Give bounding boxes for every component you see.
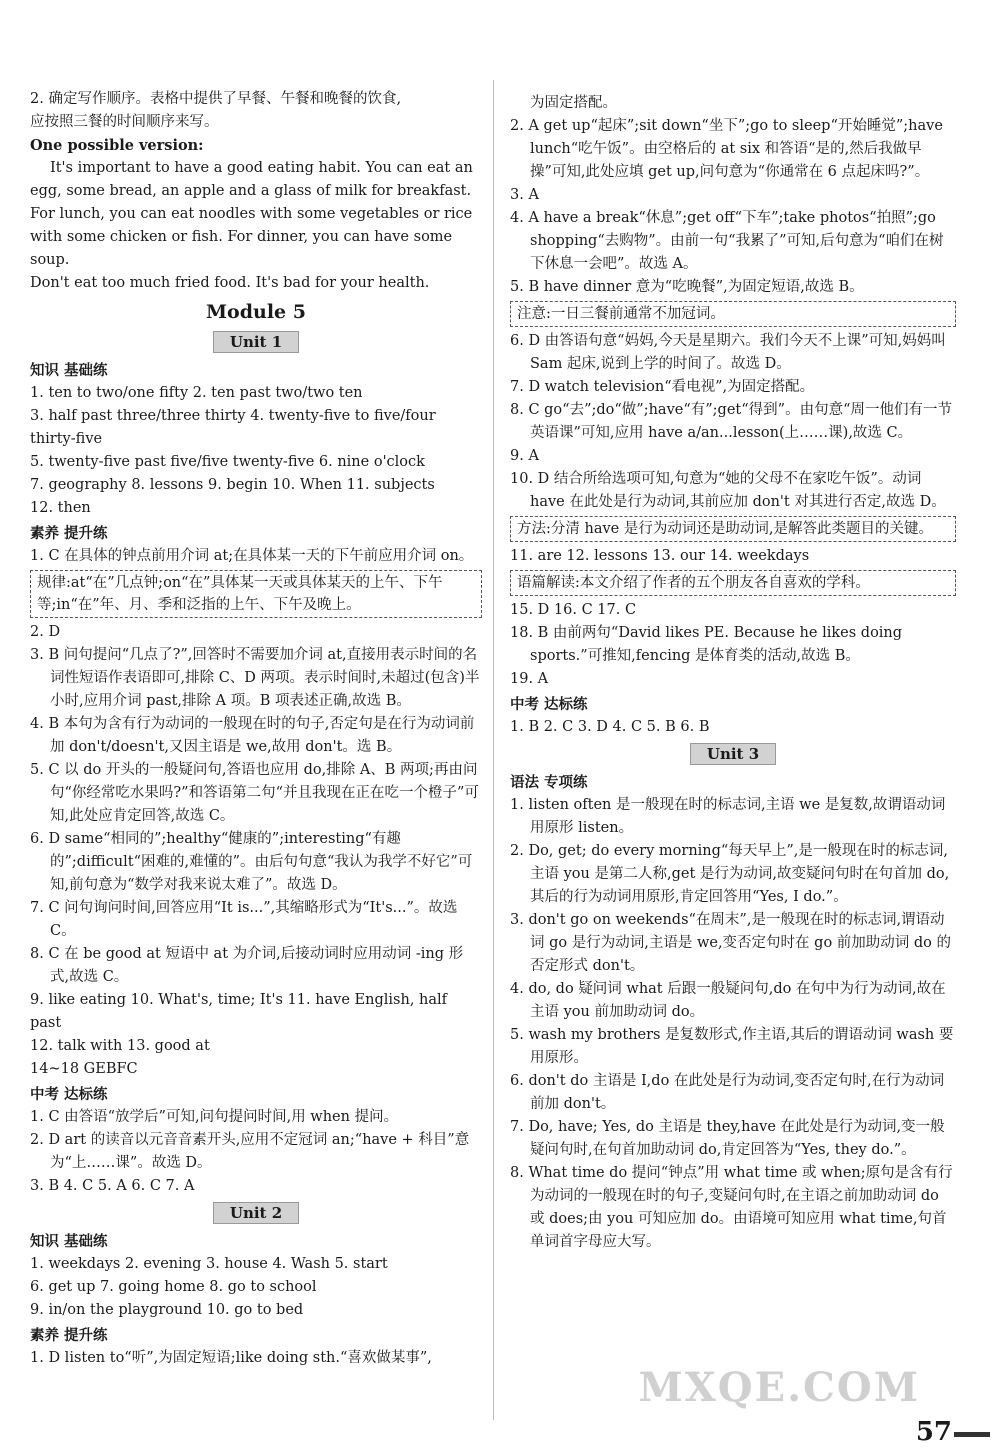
answer-line: 7. geography 8. lessons 9. begin 10. When 11. subjects bbox=[30, 477, 435, 493]
answer-item: 6. don't do 主语是 I,do 在此处是行为动词,变否定句时,在行为动词前加 don't。 bbox=[510, 1073, 945, 1112]
essay-line-4: with some chicken or fish. For dinner, you can have some soup. bbox=[30, 229, 453, 268]
passage-box: 语篇解读:本文介绍了作者的五个朋友各自喜欢的学科。 bbox=[510, 570, 956, 596]
answer-item: 11. are 12. lessons 13. our 14. weekdays bbox=[510, 548, 810, 564]
answer-item: 2. Do, get; do every morning“每天早上”,是一般现在时的标志词,主语 you 是第二人称,get 是行为动词,故变疑问句时在句首加 do,其后的行为动词用原形,肯定回答用“Yes, I do.”。 bbox=[510, 843, 950, 905]
answer-line: 3. half past three/three thirty 4. twenty-five to five/four thirty-five bbox=[30, 408, 436, 447]
answer-item: 9. like eating 10. What's, time; It's 11. have English, half past bbox=[30, 992, 448, 1031]
answer-item: 3. B 问句提问“几点了?”,回答时不需要加介词 at,直接用表示时间的名词性短语作表语即可,排除 C、D 两项。表示时间时,未超过(包含)半小时,应用介词 past,排除 A 项。B 项表述正确,故选 B。 bbox=[30, 647, 480, 709]
intro-line-2: 应按照三餐的时间顺序来写。 bbox=[30, 114, 219, 130]
answer-item: 4. B 本句为含有行为动词的一般现在时的句子,否定句是在行为动词前加 don't/doesn't,又因主语是 we,故用 don't。选 B。 bbox=[30, 716, 475, 755]
answer-item: 3. don't go on weekends“在周末”,是一般现在时的标志词,谓语动词 go 是行为动词,主语是 we,变否定句时在 go 前加助动词 do 的否定形式 don't。 bbox=[510, 912, 952, 974]
unit2-badge: Unit 2 bbox=[213, 1202, 299, 1224]
answer-item: 4. A have a break“休息”;get off“下车”;take photos“拍照”;go shopping“去购物”。由前一句“我累了”可知,后句意为“咱们在树下休息一会吧”。故选 A。 bbox=[510, 210, 944, 272]
section-jichu: 知识 基础练 bbox=[30, 362, 108, 379]
section-jichu-2: 知识 基础练 bbox=[30, 1233, 108, 1250]
answer-item: 19. A bbox=[510, 671, 549, 687]
answer-item: 8. What time do 提问“钟点”用 what time 或 when;原句是含有行为动词的一般现在时的句子,变疑问句时,在主语之前加助动词 do 或 does;由 you 可知应加 do。由语境可知应用 what time,句首单词首字母应大写。 bbox=[510, 1165, 953, 1250]
rule-box: 规律:at“在”几点钟;on“在”具体某一天或具体某天的上午、下午等;in“在”年、月、季和泛指的上午、下午及晚上。 bbox=[30, 570, 482, 618]
section-tisheng-2: 素养 提升练 bbox=[30, 1327, 108, 1344]
left-column bbox=[30, 88, 482, 1370]
section-zhongkao-2: 中考 达标练 bbox=[510, 696, 588, 713]
module-title: Module 5 bbox=[206, 301, 306, 323]
answer-item: 6. D same“相同的”;healthy“健康的”;interesting“有趣的”;difficult“困难的,难懂的”。由后句句意“我认为我学不好它”可知,前句意为“数学对我来说太难了”。故选 D。 bbox=[30, 831, 473, 893]
answer-item: 1. B 2. C 3. D 4. C 5. B 6. B bbox=[510, 719, 710, 735]
essay-line-2: egg, some bread, an apple and a glass of milk for breakfast. bbox=[30, 183, 472, 199]
answer-item: 7. D watch television“看电视”,为固定搭配。 bbox=[510, 379, 815, 395]
answer-line: 5. twenty-five past five/five twenty-five 6. nine o'clock bbox=[30, 454, 425, 470]
page-number: 57 bbox=[915, 1417, 952, 1447]
one-possible-version: One possible version: bbox=[30, 137, 204, 154]
answer-line: 12. then bbox=[30, 500, 91, 516]
essay-line-1: It's important to have a good eating habit. You can eat an bbox=[50, 160, 473, 176]
answer-item: 3. A bbox=[510, 187, 539, 203]
answer-item: 14~18 GEBFC bbox=[30, 1061, 138, 1077]
note-box: 注意:一日三餐前通常不加冠词。 bbox=[510, 301, 956, 327]
answer-item: 10. D 结合所给选项可知,句意为“她的父母不在家吃午饭”。动词 have 在此处是行为动词,其前应加 don't 对其进行否定,故选 D。 bbox=[510, 471, 946, 510]
essay-line-5: Don't eat too much fried food. It's bad for your health. bbox=[30, 275, 430, 291]
answer-item: 4. do, do 疑问词 what 后跟一般疑问句,do 在句中为行为动词,故在主语 you 前加助动词 do。 bbox=[510, 981, 946, 1020]
unit1-badge: Unit 1 bbox=[213, 331, 299, 353]
answer-line: 9. in/on the playground 10. go to bed bbox=[30, 1302, 304, 1318]
answer-item: 2. D bbox=[30, 624, 61, 640]
answer-item: 3. B 4. C 5. A 6. C 7. A bbox=[30, 1178, 195, 1194]
answer-line: 6. get up 7. going home 8. go to school bbox=[30, 1279, 317, 1295]
answer-item: 1. D listen to“听”,为固定短语;like doing sth.“喜欢做某事”, bbox=[30, 1350, 432, 1366]
essay-line-3: For lunch, you can eat noodles with some vegetables or rice bbox=[30, 206, 473, 222]
answer-item: 8. C 在 be good at 短语中 at 为介词,后接动词时应用动词 -ing 形式,故选 C。 bbox=[30, 946, 464, 985]
answer-item: 5. wash my brothers 是复数形式,作主语,其后的谓语动词 wash 要用原形。 bbox=[510, 1027, 954, 1066]
answer-item: 7. Do, have; Yes, do 主语是 they,have 在此处是行为动词,变一般疑问句时,在句首加助动词 do,肯定回答为“Yes, they do.”。 bbox=[510, 1119, 945, 1158]
section-zhongkao: 中考 达标练 bbox=[30, 1086, 108, 1103]
answer-item: 2. D art 的读音以元音音素开头,应用不定冠词 an;“have + 科目”意为“上……课”。故选 D。 bbox=[30, 1132, 470, 1171]
answer-item: 5. B have dinner 意为“吃晚餐”,为固定短语,故选 B。 bbox=[510, 279, 864, 295]
answer-item: 6. D 由答语句意“妈妈,今天是星期六。我们今天不上课”可知,妈妈叫 Sam 起床,说到上学的时间了。故选 D。 bbox=[510, 333, 946, 372]
answer-item: 5. C 以 do 开头的一般疑问句,答语也应用 do,排除 A、B 两项;再由问句“你经常吃水果吗?”和答语第二句“并且我现在正在吃一个橙子”可知,此处应肯定回答,故选 C。 bbox=[30, 762, 479, 824]
answer-item: 7. C 问句询问时间,回答应用“It is...”,其缩略形式为“It's...”。故选 C。 bbox=[30, 900, 458, 939]
answer-line: 1. weekdays 2. evening 3. house 4. Wash 5. start bbox=[30, 1256, 388, 1272]
answer-item: 18. B 由前两句“David likes PE. Because he likes doing sports.”可推知,fencing 是体育类的活动,故选 B。 bbox=[510, 625, 903, 664]
answer-item: 12. talk with 13. good at bbox=[30, 1038, 210, 1054]
answer-line: 1. ten to two/one fifty 2. ten past two/two ten bbox=[30, 385, 363, 401]
answer-item: 2. A get up“起床”;sit down“坐下”;go to sleep“开始睡觉”;have lunch“吃午饭”。由空格后的 at six 和答语“是的,然后我做早操”可知,此处应填 get up,问句意为“你通常在 6 点起床吗?”。 bbox=[510, 118, 943, 180]
answer-item: 1. C 在具体的钟点前用介词 at;在具体某一天的下午前应用介词 on。 bbox=[30, 548, 474, 564]
page-number-bar bbox=[954, 1432, 990, 1437]
right-column bbox=[510, 92, 956, 1254]
intro-line-1: 2. 确定写作顺序。表格中提供了早餐、午餐和晚餐的饮食, bbox=[30, 91, 402, 107]
section-tisheng: 素养 提升练 bbox=[30, 525, 108, 542]
column-divider bbox=[493, 80, 494, 1420]
section-yufa: 语法 专项练 bbox=[510, 774, 588, 791]
answer-item: 9. A bbox=[510, 448, 539, 464]
answer-item: 为固定搭配。 bbox=[530, 95, 617, 111]
answer-item: 1. listen often 是一般现在时的标志词,主语 we 是复数,故谓语动词用原形 listen。 bbox=[510, 797, 946, 836]
watermark: MXQE.COM bbox=[638, 1364, 920, 1411]
answer-item: 1. C 由答语“放学后”可知,问句提问时间,用 when 提问。 bbox=[30, 1109, 399, 1125]
unit3-badge: Unit 3 bbox=[690, 743, 776, 765]
answer-item: 15. D 16. C 17. C bbox=[510, 602, 637, 618]
answer-item: 8. C go“去”;do“做”;have“有”;get“得到”。由句意“周一他们有一节英语课”可知,应用 have a/an...lesson(上……课),故选 C。 bbox=[510, 402, 952, 441]
method-box: 方法:分清 have 是行为动词还是助动词,是解答此类题目的关键。 bbox=[510, 516, 956, 542]
